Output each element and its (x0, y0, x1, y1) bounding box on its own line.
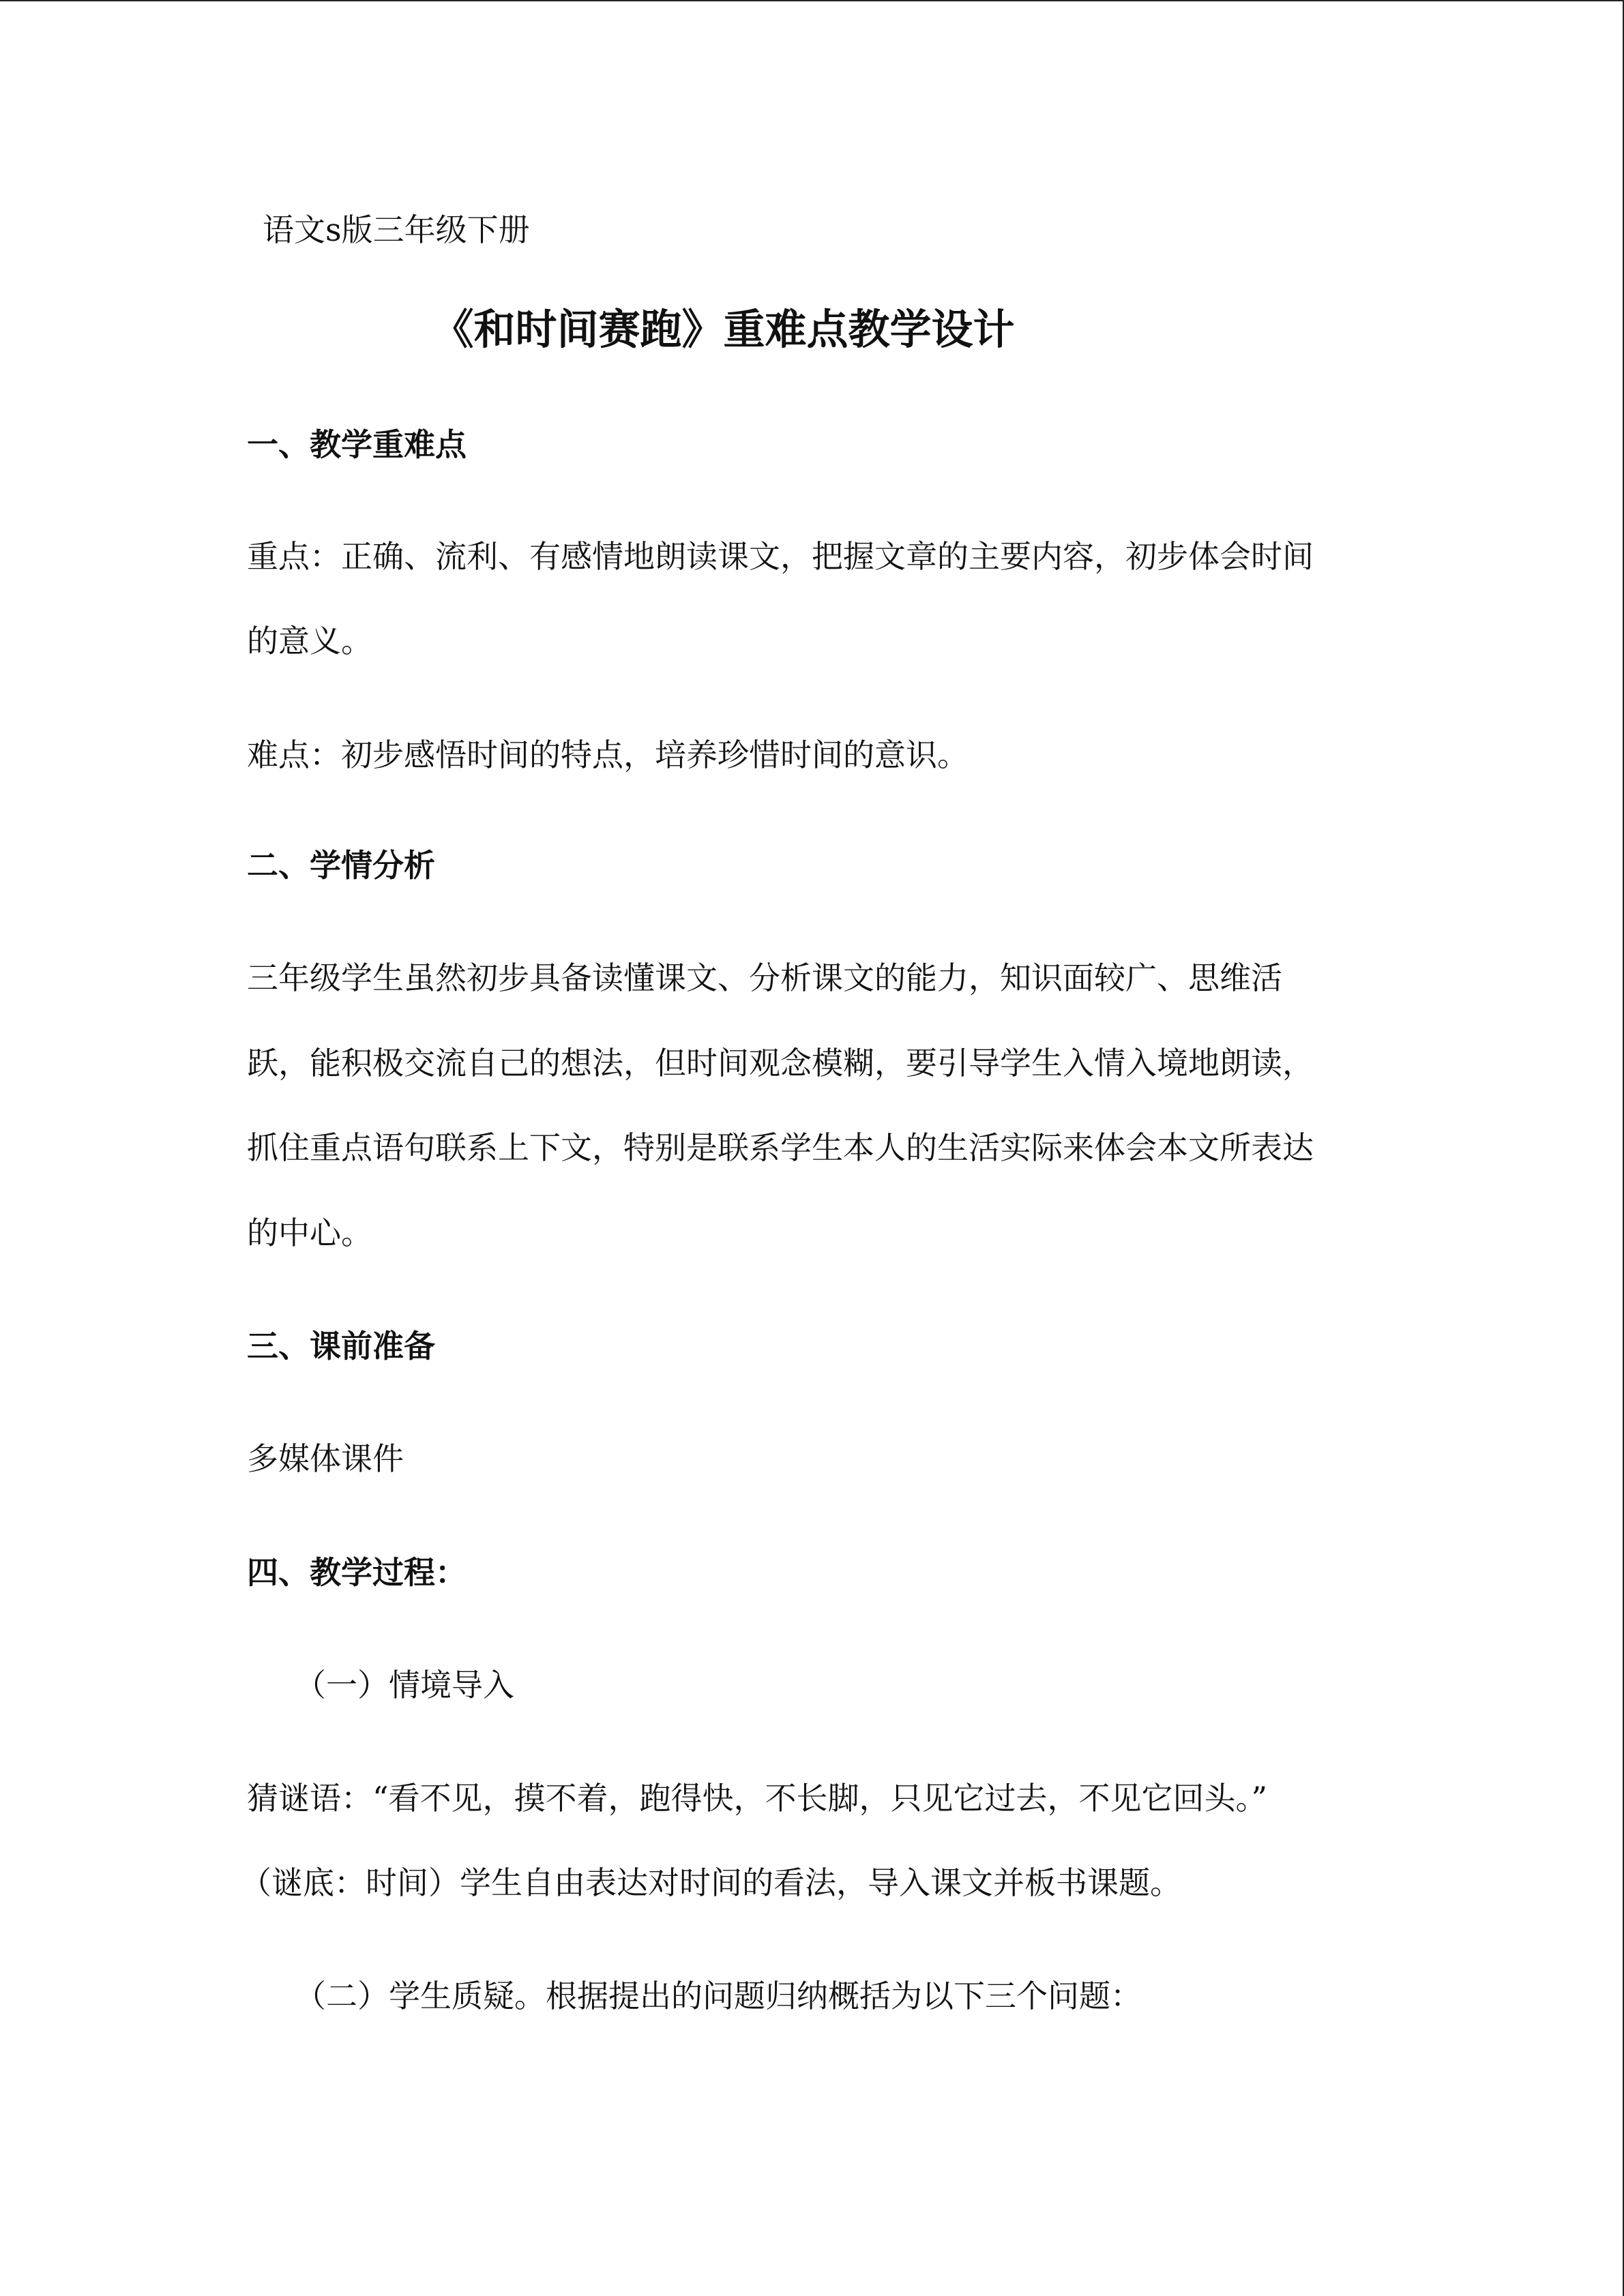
paragraph-line: 猜谜语：“看不见，摸不着，跑得快，不长脚，只见它过去，不见它回头。” (247, 1780, 1268, 1817)
subsection-heading: （一）情境导入 (295, 1667, 514, 1703)
paragraph-line: 难点：初步感悟时间的特点，培养珍惜时间的意识。 (247, 736, 969, 773)
paragraph-line: （二）学生质疑。根据提出的问题归纳概括为以下三个问题： (295, 1978, 1142, 2014)
section-heading: 四、教学过程： (247, 1554, 467, 1591)
section-heading: 二、学情分析 (247, 847, 435, 884)
section-heading: 三、课前准备 (247, 1328, 435, 1365)
paragraph-line: 跃，能积极交流自己的想法，但时间观念模糊，要引导学生入情入境地朗读， (247, 1045, 1314, 1082)
document-title: 《和时间赛跑》重难点教学设计 (432, 305, 1015, 354)
paragraph-line: 的中心。 (247, 1214, 372, 1251)
paragraph-line: 的意义。 (247, 623, 372, 659)
section-heading: 一、教学重难点 (247, 426, 467, 463)
paragraph-line: 多媒体课件 (247, 1440, 404, 1477)
document-header: 语文s版三年级下册 (263, 211, 530, 248)
paragraph-line: （谜底：时间）学生自由表达对时间的看法，导入课文并板书课题。 (240, 1864, 1181, 1901)
paragraph-line: 抓住重点语句联系上下文，特别是联系学生本人的生活实际来体会本文所表达 (247, 1129, 1314, 1166)
paragraph-line: 重点：正确、流利、有感情地朗读课文，把握文章的主要内容，初步体会时间 (247, 538, 1314, 575)
paragraph-line: 三年级学生虽然初步具备读懂课文、分析课文的能力，知识面较广、思维活 (247, 959, 1282, 996)
